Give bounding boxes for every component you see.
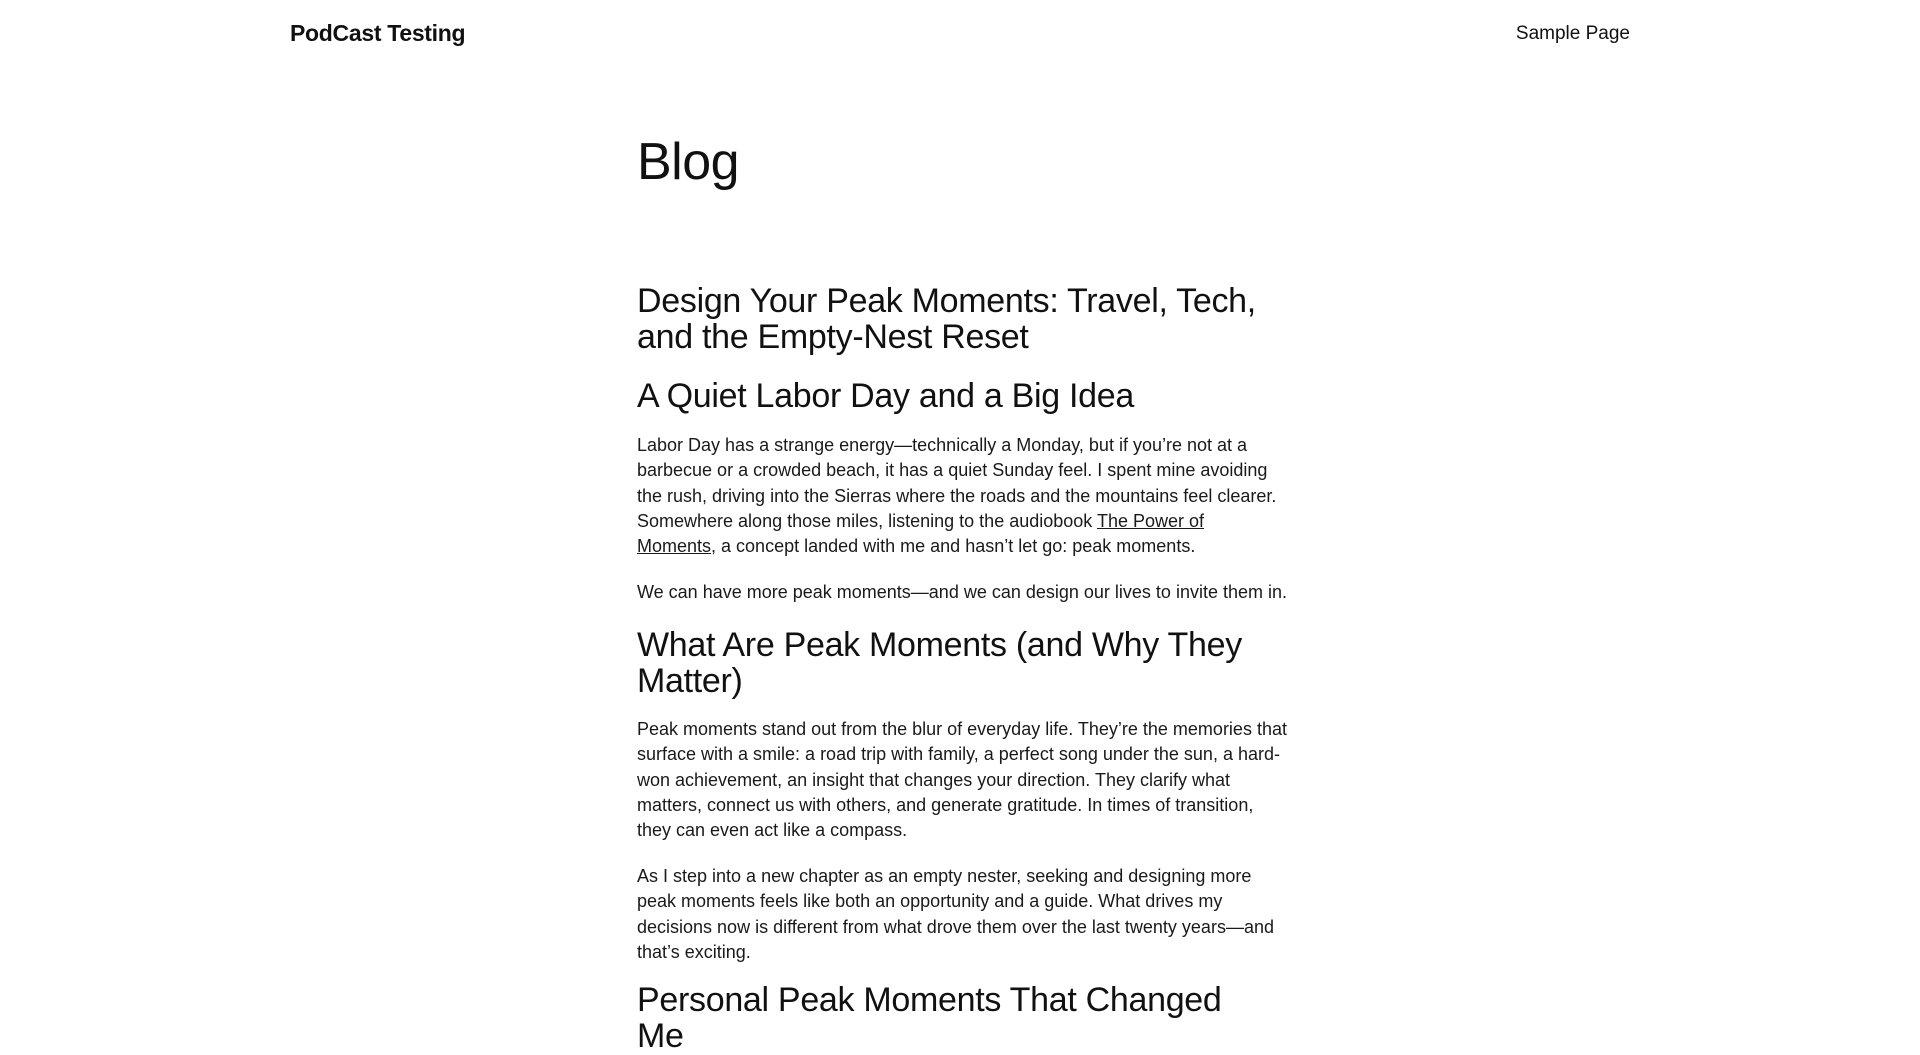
section-heading: Personal Peak Moments That Changed Me	[637, 981, 1222, 1055]
audiobook-link[interactable]: The Power of Moments	[637, 510, 1205, 557]
site-title-link[interactable]: PodCast Testing	[290, 20, 466, 46]
paragraph-text: , a concept landed with me and hasn’t let go: peak moments.	[711, 536, 1196, 557]
post-paragraph: We can have more peak moments—and we can design our lives to invite them in.	[637, 582, 1287, 602]
page-title: Blog	[637, 133, 740, 191]
nav-item-sample-page[interactable]: Sample Page	[1515, 23, 1630, 44]
paragraph-text: Labor Day has a strange energy—technically a Monday, but if you’re not at a barbecue or a crowded beach, it has a quiet Sunday feel. I spent mine avoiding the rush, driving into the Sierras where the roads and the mountains feel clearer. Somewhere along those miles, listening to the audiobook	[637, 435, 1277, 531]
site-header	[0, 0, 1920, 70]
post-title-link[interactable]: Design Your Peak Moments: Travel, Tech, and the Empty-Nest Reset	[637, 282, 1256, 356]
post-paragraph: Peak moments stand out from the blur of everyday life. They’re the memories that surface with a smile: a road trip with family, a perfect song under the sun, a hard-won achievement, an insight that changes your direction. They clarify what matters, connect us with others, and generate gratitude. In times of transition, they can even act like a compass.	[637, 719, 1287, 841]
post-paragraph: As I step into a new chapter as an empty nester, seeking and designing more peak moments feels like both an opportunity and a guide. What drives my decisions now is different from what drove them over the last twenty years—and that’s exciting.	[637, 866, 1274, 962]
post-paragraph	[637, 433, 1287, 559]
section-heading: A Quiet Labor Day and a Big Idea	[637, 377, 1134, 415]
section-heading: What Are Peak Moments (and Why They Matter)	[637, 626, 1242, 700]
